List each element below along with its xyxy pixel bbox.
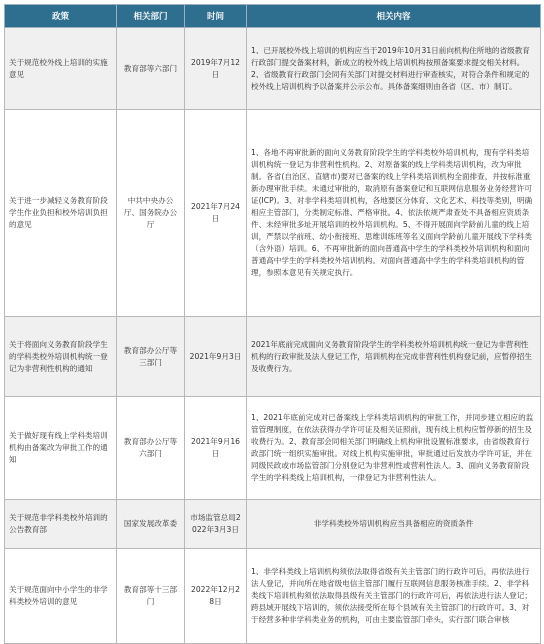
department-cell: 教育部等六部门 (117, 28, 185, 110)
content-cell: 2021年底前完成面向义务教育阶段学生的学科类校外培训机构统一登记为非营利性机构的行政审批及法人登记工作，培训机构在完成非营利性机构登记前，应暂停招生及收费行为。 (247, 317, 541, 397)
department-cell: 教育部办公厅等六部门 (117, 397, 185, 500)
time-cell: 2021年7月24日 (185, 110, 247, 317)
policy-cell: 关于规范面向中小学生的非学科类校外培训的意见 (5, 549, 117, 644)
time-cell: 2022年12月28日 (185, 549, 247, 644)
time-cell: 2019年7月12日 (185, 28, 247, 110)
content-cell: 非学科类校外培训机构应当具备相应的资质条件 (247, 500, 541, 549)
header-content: 相关内容 (247, 5, 541, 28)
table-row (5, 110, 541, 317)
table-row (5, 549, 541, 644)
time-cell: 2021年9月16日 (185, 397, 247, 500)
policy-table (4, 4, 541, 644)
time-cell: 市场监管总局2022年3月3日 (185, 500, 247, 549)
header-department: 相关部门 (117, 5, 185, 28)
content-cell: 1、已开展校外线上培训的机构应当于2019年10月31日前向机构住所地的省级教育行政部门提交备案材料，新成立的校外线上培训机构按照备案要求提交相关材料。2、省级教育行政部门会同有关部门对提交材料进行审查核实，对符合条件和规定的校外线上培训机构予以备案并公示公布。具体备案细则由各省（区、市）制订。 (247, 28, 541, 110)
policy-table-container (4, 4, 540, 644)
content-cell: 1、非学科类线上培训机构须依法取得省级有关主管部门的行政许可后，再依法进行法人登记，并向所在地省级电信主管部门履行互联网信息服务核准手续。2、非学科类线下培训机构须依法取得县级有关主管部门的行政许可后，再依法进行法人登记；跨县域开展线下培训的，须依法接受所在每个县域有关主管部门的行政许可。3、对于经营多种非学科类业务的机构，可由主要监管部门牵头，实行部门联合审核 (247, 549, 541, 644)
content-cell: 1、2021年底前完成对已备案线上学科类培训机构的审批工作，并同步建立相应的监管管理制度，在依法获得办学许可证及相关证照前，现有线上机构应暂停新的招生及收费行为。2、教育部会同相关部门明确线上机构审批设置标准要求，由省级教育行政部门统一组织实施审批。对线上机构实施审批，审批通过后发放办学许可证，并在同级民政或市场监管部门分别登记为非营利性或营利性法人。3、面向义务教育阶段学生的学科类线上培训机构，一律登记为非营利性法人。 (247, 397, 541, 500)
content-cell: 1、各地不再审批新的面向义务教育阶段学生的学科类校外培训机构，现有学科类培训机构统一登记为非营利性机构。2、对原备案的线上学科类培训机构，改为审批制。各省(自治区、直辖市)要对已备案的线上学科类培训机构全面排查，并按标准重新办理审批手续。未通过审批的，取消原有备案登记和互联网信息服务业务经营许可证(ICP)。3、对非学科类培训机构，各地要区分体育、文化艺术、科技等类别，明确相应主管部门，分类制定标准、严格审批。4、依法依规严肃查处不具备相应资质条件、未经审批多址开展培训的校外培训机构。5、不得开展面向学龄前儿童的线上培训，严禁以学前班、幼小衔接班、思维训练班等名义面向学龄前儿童开展线下学科类（含外语）培训。6、不再审批新的面向普通高中学生的学科类校外培训机构和面向普通高中学生的学科类校外培训机构。对面向普通高中学生的学科类培训机构的管理，参照本意见有关规定执行。 (247, 110, 541, 317)
department-cell: 国家发展改革委 (117, 500, 185, 549)
policy-cell: 关于规范非学科类校外培训的公告教育部 (5, 500, 117, 549)
time-cell: 2021年9月3日 (185, 317, 247, 397)
policy-cell: 关于做好现有线上学科类培训机构由备案改为审批工作的通知 (5, 397, 117, 500)
header-time: 时间 (185, 5, 247, 28)
policy-cell: 关于规范校外线上培训的实施意见 (5, 28, 117, 110)
table-row (5, 317, 541, 397)
department-cell: 中共中央办公厅、国务院办公厅 (117, 110, 185, 317)
table-header-row (5, 5, 541, 28)
department-cell: 教育部等十三部门 (117, 549, 185, 644)
table-row (5, 397, 541, 500)
header-policy: 政策 (5, 5, 117, 28)
table-row (5, 500, 541, 549)
policy-cell: 关于将面向义务教育阶段学生的学科类校外培训机构统一登记为非营利性机构的通知 (5, 317, 117, 397)
table-row (5, 28, 541, 110)
department-cell: 教育部办公厅等三部门 (117, 317, 185, 397)
policy-cell: 关于进一步减轻义务教育阶段学生作业负担和校外培训负担的意见 (5, 110, 117, 317)
